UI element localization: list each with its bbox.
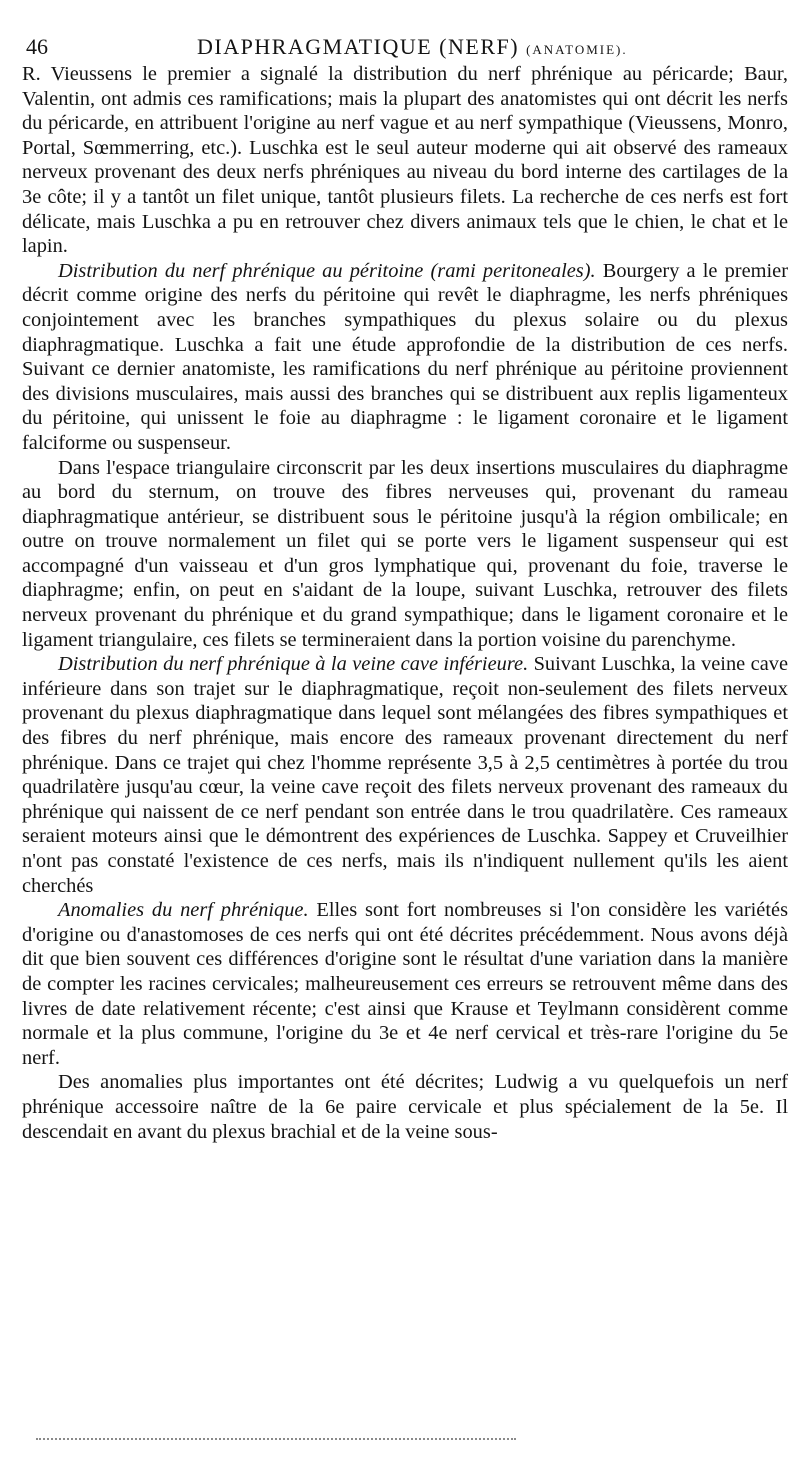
paragraph-espace-triangulaire (22, 456, 788, 653)
footer-rule (36, 1438, 516, 1440)
paragraph-rubric: Distribution du nerf phrénique au péritoine (rami peritoneales). (58, 259, 596, 282)
page-number: 46 (26, 34, 48, 59)
paragraph-text: Elles sont fort nombreuses si l'on considère les variétés d'origine ou d'anastomoses de ces nerfs qui ont été décrites précédemment. Nous avons déjà dit que bien souvent ces différences d'origine sont le résultat d'une variation dans la manière de compter les racines cervicales; malheureusement ces erreurs se retrouvent même dans des livres de date relativement récente; c'est ainsi que Krause et Teylmann considèrent comme normale et la plus commune, l'origine du 3e et 4e nerf cervical et très-rare l'origine du 5e nerf. (22, 899, 788, 1069)
paragraph-pericarde (22, 62, 788, 259)
paragraph-text: R. Vieussens le premier a signalé la distribution du nerf phrénique au péricarde; Baur, Valentin, ont admis ces ramifications; mais la plupart des anatomistes qui ont décrit les nerfs du péricarde, en attribuent l'origine au nerf vague et au nerf sympathique (Vieussens, Monro, Portal, Sœmmerring, etc.). Luschka est le seul auteur moderne qui ait observé des rameaux nerveux provenant des deux nerfs phréniques au niveau du bord interne des cartilages de la 3e côte; il y a tantôt un filet unique, tantôt plusieurs filets. La recherche de ces nerfs est fort délicate, mais Luschka a pu en retrouver chez divers animaux tels que le chien, le chat et le lapin. (22, 63, 788, 258)
paragraph-text: Bourgery a le premier décrit comme origine des nerfs du péritoine qui revêt le diaphragme, les nerfs phréniques conjointement avec les branches sympathiques du plexus solaire ou du plexus diaphragmatique. Luschka a fait une étude approfondie de la distribution de ces nerfs. Suivant ce dernier anatomiste, les ramifications du nerf phrénique au péritoine proviennent des divisions musculaires, mais aussi des branches qui se distribuent aux replis ligamenteux du péritoine, qui unissent le foie au diaphragme : le ligament coronaire et le ligament falciforme ou suspenseur. (22, 259, 789, 454)
paragraph-peritoine (22, 259, 788, 456)
paragraph-anomalies (22, 898, 788, 1070)
page-header (22, 22, 788, 62)
body-text (22, 62, 788, 1144)
running-title-text: DIAPHRAGMATIQUE (NERF) (197, 34, 520, 59)
paragraph-text: Dans l'espace triangulaire circonscrit par les deux insertions musculaires du diaphragme au bord du sternum, on trouve des fibres nerveuses qui, provenant du rameau diaphragmatique antérieur, se distribuent sous le péritoine jusqu'à la région ombilicale; en outre on trouve normalement un filet qui se porte vers le ligament suspenseur qui est accompagné d'un vaisseau et d'un gros lymphatique qui, provenant du foie, traverse le diaphragme; enfin, on peut en s'aidant de la loupe, suivant Luschka, retrouver des filets nerveux provenant du phrénique et du grand sympathique; dans le ligament coronaire et le ligament triangulaire, ces filets se termineraient dans la portion voisine du parenchyme. (22, 456, 788, 651)
paragraph-veine-cave (22, 652, 788, 898)
page (22, 22, 788, 1144)
paragraph-text: Des anomalies plus importantes ont été décrites; Ludwig a vu quelquefois un nerf phrénique accessoire naître de la 6e paire cervicale et plus spécialement de la 5e. Il descendait en avant du plexus brachial et de la veine sous- (22, 1071, 788, 1143)
paragraph-anomalies-importantes (22, 1070, 788, 1144)
section-tag: (ANATOMIE). (526, 42, 628, 57)
paragraph-text: Suivant Luschka, la veine cave inférieure dans son trajet sur le diaphragmatique, reçoit non-seulement des filets nerveux provenant du plexus diaphragmatique dans lequel sont mélangées des fibres sympathiques et des fibres du nerf phrénique, mais encore des rameaux provenant directement du nerf phrénique. Dans ce trajet qui chez l'homme représente 3,5 à 2,5 centimètres à portée du trou quadrilatère jusqu'au cœur, la veine cave reçoit des filets nerveux provenant des rameaux du phrénique qui naissent de ce nerf pendant son entrée dans le trou quadrilatère. Ces rameaux seraient moteurs ainsi que le démontrent des expériences de Luschka. Sappey et Cruveilhier n'ont pas constaté l'existence de ces nerfs, mais ils n'indiquent nullement qu'ils les aient cherchés (22, 653, 788, 897)
paragraph-rubric: Distribution du nerf phrénique à la veine cave inférieure. (58, 653, 529, 676)
running-title (197, 34, 628, 60)
paragraph-rubric: Anomalies du nerf phrénique. (58, 899, 309, 922)
